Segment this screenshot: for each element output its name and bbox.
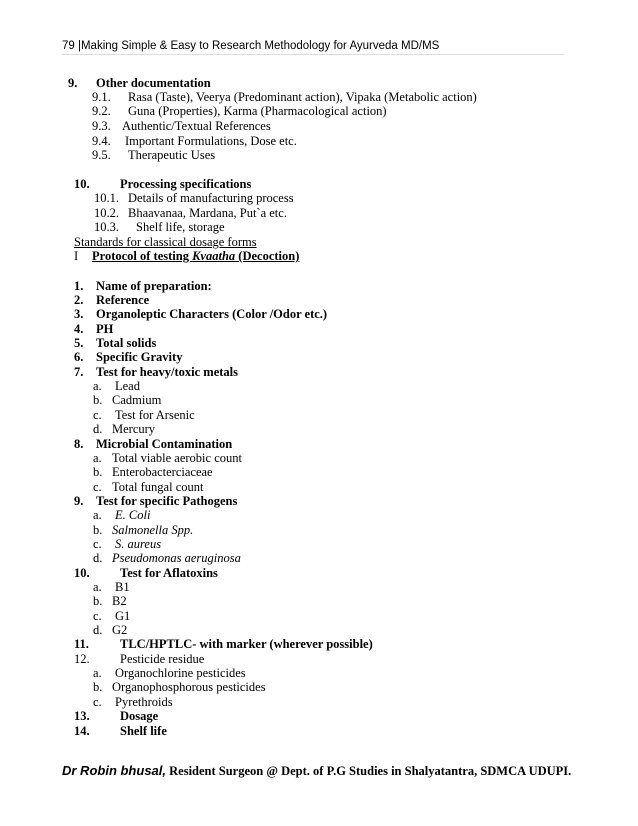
item-number: c.	[93, 408, 102, 422]
item-text: Microbial Contamination	[96, 437, 233, 451]
item-text: Shelf life, storage	[136, 220, 225, 234]
list-item	[93, 623, 127, 637]
item-text: Test for specific Pathogens	[96, 494, 238, 508]
list-item	[93, 408, 195, 422]
list-item	[74, 724, 167, 738]
item-text: Guna (Properties), Karma (Pharmacological action)	[128, 104, 387, 118]
item-text: S. aureus	[115, 537, 162, 551]
item-text: Lead	[115, 379, 140, 393]
list-item	[92, 134, 297, 148]
item-number: 14.	[74, 724, 90, 738]
item-number: b.	[93, 393, 103, 407]
item-text: Therapeutic Uses	[128, 148, 216, 162]
item-number: 5.	[74, 336, 84, 350]
item-number: 9.1.	[92, 90, 111, 104]
item-text: B2	[112, 594, 127, 608]
list-item	[93, 580, 130, 594]
item-text: Test for Arsenic	[115, 408, 195, 422]
list-item	[74, 350, 182, 364]
list-item	[93, 523, 193, 537]
item-number: 9.	[74, 494, 84, 508]
item-text: Organochlorine pesticides	[115, 666, 246, 680]
item-number: 10.	[74, 566, 90, 580]
item-text: Shelf life	[120, 724, 167, 738]
item-text: Pesticide residue	[120, 652, 205, 666]
item-text: Reference	[96, 293, 150, 307]
list-item	[92, 119, 271, 133]
list-item	[93, 379, 140, 393]
item-text: G1	[115, 609, 131, 623]
item-number: 9.5.	[92, 148, 111, 162]
item-text: Important Formulations, Dose etc.	[125, 134, 297, 148]
list-item	[93, 393, 161, 407]
list-item	[94, 191, 294, 205]
item-number: 10.2.	[94, 206, 119, 220]
item-number: 13.	[74, 709, 90, 723]
list-item	[92, 148, 215, 162]
list-item	[93, 480, 203, 494]
list-item	[74, 494, 237, 508]
list-item	[74, 437, 232, 451]
list-item	[94, 206, 287, 220]
list-item	[74, 709, 158, 723]
list-item	[93, 451, 242, 465]
list-item	[93, 680, 266, 694]
item-number: c.	[93, 480, 102, 494]
item-number: 12.	[74, 652, 90, 666]
item-text: G2	[112, 623, 128, 637]
item-number: 3.	[74, 307, 84, 321]
item-text: Authentic/Textual References	[122, 119, 271, 133]
footer-author: Dr Robin bhusal,	[62, 763, 166, 778]
item-text: Organophosphorous pesticides	[112, 680, 266, 694]
list-item	[74, 307, 327, 321]
item-text: Total fungal count	[112, 480, 204, 494]
item-number: 10.3.	[94, 220, 119, 234]
item-text: Salmonella Spp.	[112, 523, 194, 537]
item-number: 10.1.	[94, 191, 119, 205]
item-text: Name of preparation:	[96, 279, 212, 293]
page-footer	[62, 763, 571, 779]
item-text: Test for Aflatoxins	[120, 566, 218, 580]
item-number: a.	[93, 379, 102, 393]
item-text: Total solids	[96, 336, 157, 350]
list-item	[74, 235, 257, 249]
item-text: Dosage	[120, 709, 159, 723]
item-text: Standards for classical dosage forms	[74, 235, 257, 249]
item-number: a.	[93, 508, 102, 522]
item-text: Details of manufacturing process	[128, 191, 294, 205]
item-number: d.	[93, 551, 103, 565]
item-number: a.	[93, 666, 102, 680]
list-item	[74, 279, 212, 293]
list-item	[94, 220, 225, 234]
list-item	[92, 90, 477, 104]
list-item	[93, 666, 246, 680]
item-number: 9.3.	[92, 119, 111, 133]
list-item	[74, 249, 299, 263]
page-header: 79 |Making Simple & Easy to Research Methodology for Ayurveda MD/MS	[62, 40, 440, 52]
header-divider	[62, 54, 564, 55]
list-item	[74, 177, 251, 191]
list-item	[74, 365, 238, 379]
item-text: Other documentation	[96, 76, 211, 90]
item-text: Pyrethroids	[115, 695, 173, 709]
item-text-italic: Kvaatha	[192, 249, 236, 263]
list-item	[93, 465, 213, 479]
item-text: Pseudomonas aeruginosa	[112, 551, 241, 565]
item-text: Bhaavanaa, Mardana, Put`a etc.	[128, 206, 287, 220]
list-item	[93, 609, 130, 623]
item-number: 11.	[74, 637, 89, 651]
item-text: E. Coli	[115, 508, 151, 522]
item-number: b.	[93, 523, 103, 537]
item-number: c.	[93, 537, 102, 551]
item-text: Processing specifications	[120, 177, 252, 191]
item-text-suffix: (Decoction)	[235, 249, 300, 263]
list-item	[74, 652, 204, 666]
item-number: 2.	[74, 293, 84, 307]
list-item	[74, 336, 156, 350]
item-text: Test for heavy/toxic metals	[96, 365, 238, 379]
item-number: b.	[93, 680, 103, 694]
item-number: c.	[93, 695, 102, 709]
item-text: Specific Gravity	[96, 350, 183, 364]
item-number: 8.	[74, 437, 84, 451]
item-text: PH	[96, 322, 114, 336]
list-item	[68, 76, 211, 90]
item-text: Cadmium	[112, 393, 162, 407]
list-item	[74, 637, 373, 651]
list-item	[93, 422, 155, 436]
item-text: Organoleptic Characters (Color /Odor etc.)	[96, 307, 328, 321]
item-text: TLC/HPTLC- with marker (wherever possible)	[120, 637, 373, 651]
item-number: b.	[93, 465, 103, 479]
item-number: 6.	[74, 350, 84, 364]
item-text: Protocol of testing	[92, 249, 193, 263]
item-text: B1	[115, 580, 130, 594]
item-number: a.	[93, 451, 102, 465]
item-number: b.	[93, 594, 103, 608]
list-item	[74, 322, 113, 336]
list-item	[93, 537, 161, 551]
list-item	[93, 594, 127, 608]
list-item	[93, 551, 241, 565]
item-text: Total viable aerobic count	[112, 451, 242, 465]
list-item	[74, 566, 218, 580]
item-number: a.	[93, 580, 102, 594]
item-number: 9.4.	[92, 134, 111, 148]
item-number: 1.	[74, 279, 84, 293]
list-item	[93, 508, 150, 522]
item-number: c.	[93, 609, 102, 623]
list-item	[74, 293, 149, 307]
list-item	[92, 104, 387, 118]
list-item	[93, 695, 173, 709]
item-number: d.	[93, 422, 103, 436]
item-text: Rasa (Taste), Veerya (Predominant action), Vipaka (Metabolic action)	[128, 90, 477, 104]
item-text: Enterobacterciaceae	[112, 465, 213, 479]
item-number: 10.	[74, 177, 90, 191]
item-number: 9.2.	[92, 104, 111, 118]
item-text: Mercury	[112, 422, 156, 436]
item-number: d.	[93, 623, 103, 637]
item-number: 7.	[74, 365, 84, 379]
item-number: 9.	[68, 76, 78, 90]
item-number: I	[74, 249, 79, 263]
footer-affiliation: Resident Surgeon @ Dept. of P.G Studies in Shalyatantra, SDMCA UDUPI.	[166, 764, 572, 778]
item-number: 4.	[74, 322, 84, 336]
